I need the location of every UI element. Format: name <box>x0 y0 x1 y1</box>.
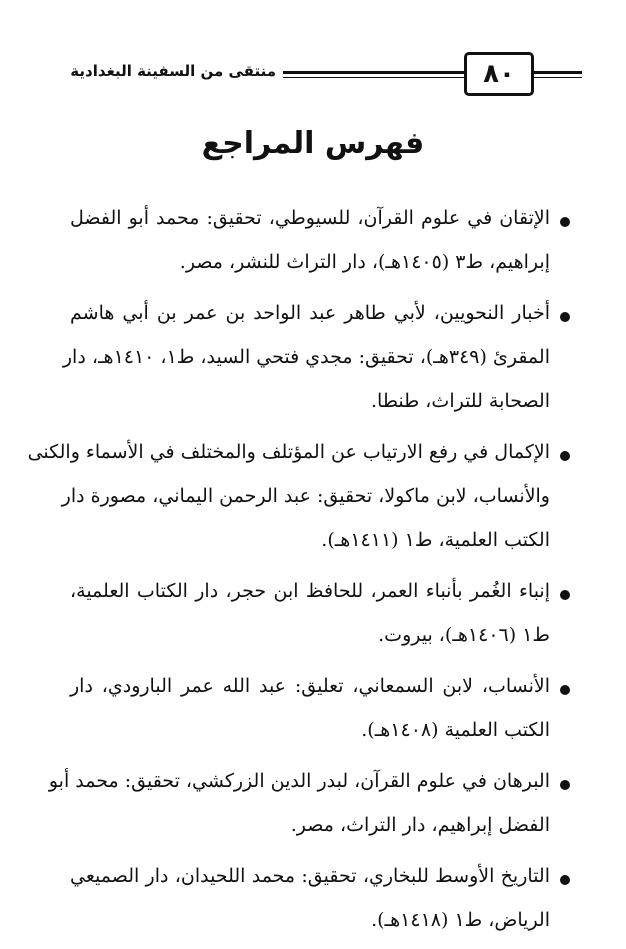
reference-line: الصحابة للتراث، طنطا. <box>370 390 550 412</box>
reference-item <box>70 664 550 752</box>
reference-line: والأنساب، لابن ماكولا، تحقيق: عبد الرحمن اليماني، مصورة دار <box>61 485 550 507</box>
header-rule-thin-right <box>534 77 582 78</box>
bullet-icon <box>560 451 570 461</box>
reference-line: الأنساب، لابن السمعاني، تعليق: عبد الله عمر البارودي، دار <box>70 675 550 697</box>
reference-item <box>70 854 550 942</box>
bullet-icon <box>560 780 570 790</box>
reference-line: إنباء الغُمر بأنباء العمر، للحافظ ابن حجر، دار الكتاب العلمية، <box>70 580 550 602</box>
reference-line: ط١ (١٤٠٦هـ)، بيروت. <box>378 624 550 646</box>
header-rule-thick <box>283 71 464 74</box>
reference-item <box>70 569 550 657</box>
reference-line: المقرئ (٣٤٩هـ)، تحقيق: مجدي فتحي السيد، ط١، ١٤١٠هـ، دار <box>62 346 550 368</box>
reference-line: الإكمال في رفع الارتياب عن المؤتلف والمختلف في الأسماء والكنى <box>27 441 550 463</box>
reference-line: الفضل إبراهيم، دار التراث، مصر. <box>290 814 550 836</box>
page-number: ٨٠ <box>464 52 534 96</box>
reference-line: الكتب العلمية (١٤٠٨هـ). <box>361 719 550 741</box>
header-rule-thick-right <box>534 71 582 74</box>
running-header-title: منتقى من السفينة البغدادية <box>70 62 276 80</box>
reference-line: إبراهيم، ط٣ (١٤٠٥هـ)، دار التراث للنشر، مصر. <box>179 251 550 273</box>
reference-item <box>27 430 550 562</box>
reference-list <box>27 196 550 949</box>
bullet-icon <box>560 875 570 885</box>
reference-line: التاريخ الأوسط للبخاري، تحقيق: محمد اللحيدان، دار الصميعي <box>70 865 550 887</box>
reference-item <box>62 291 550 423</box>
bullet-icon <box>560 217 570 227</box>
reference-line: أخبار النحويين، لأبي طاهر عبد الواحد بن عمر بن أبي هاشم <box>70 302 550 324</box>
header-rule-thin <box>283 77 464 78</box>
page-title: فهرس المراجع <box>201 126 425 161</box>
bullet-icon <box>560 685 570 695</box>
reference-item <box>48 759 550 847</box>
bullet-icon <box>560 590 570 600</box>
reference-line: الكتب العلمية، ط١ (١٤١١هـ). <box>321 529 550 551</box>
reference-line: البرهان في علوم القرآن، لبدر الدين الزركشي، تحقيق: محمد أبو <box>48 770 550 792</box>
bullet-icon <box>560 312 570 322</box>
reference-line: الرياض، ط١ (١٤١٨هـ). <box>371 909 550 931</box>
reference-line: الإتقان في علوم القرآن، للسيوطي، تحقيق: محمد أبو الفضل <box>70 207 550 229</box>
reference-item <box>70 196 550 284</box>
